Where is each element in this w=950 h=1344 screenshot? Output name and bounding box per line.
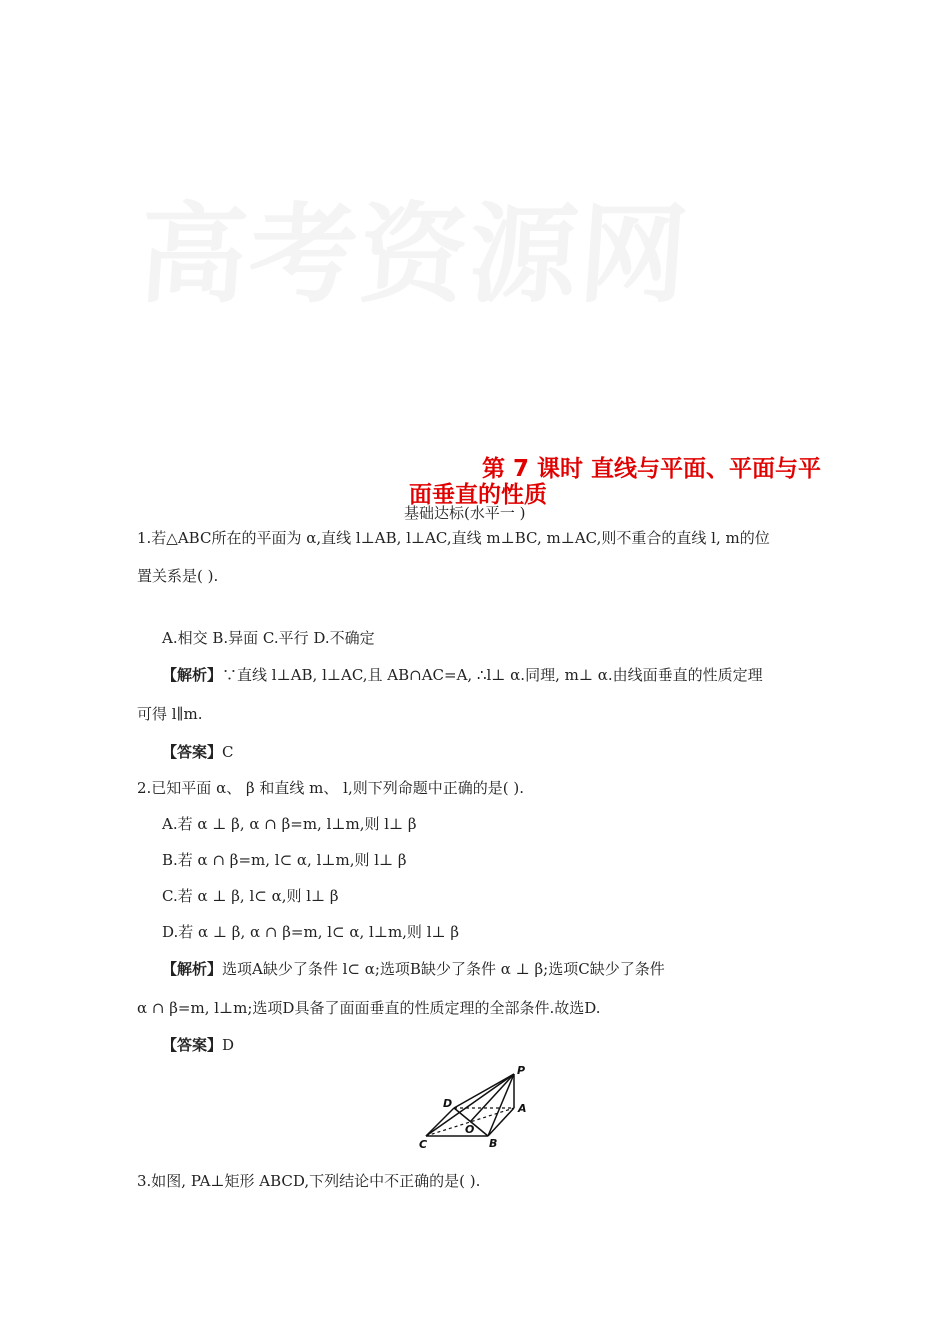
pyramid-figure [410, 1062, 540, 1152]
q1-analysis-text: ∵直线 l⊥AB, l⊥AC,且 AB∩AC=A, ∴l⊥ α.同理, m⊥ α.由线面垂直的性质定理 [222, 666, 763, 684]
watermark [135, 168, 696, 323]
q2-option-d: D.若 α ⊥ β, α ∩ β=m, l⊂ α, l⊥m,则 l⊥ β [162, 923, 460, 941]
q2-answer-label: 【答案】 [162, 1036, 223, 1054]
q1-answer-value: C [222, 743, 234, 761]
q1-options: A.相交 B.异面 C.平行 D.不确定 [162, 629, 375, 647]
q2-option-b: B.若 α ∩ β=m, l⊂ α, l⊥m,则 l⊥ β [162, 851, 407, 869]
q1-analysis-label: 【解析】 [162, 666, 223, 684]
q2-analysis [162, 959, 665, 979]
label-p: P [517, 1064, 526, 1077]
q2-answer [162, 1035, 234, 1055]
lesson-title-line2: 面垂直的性质 [409, 482, 547, 508]
q1-answer [162, 742, 234, 762]
q1-stem-line1: 1.若△ABC所在的平面为 α,直线 l⊥AB, l⊥AC,直线 m⊥BC, m⊥AC,则不重合的直线 l, m的位 [137, 529, 770, 547]
q2-option-c: C.若 α ⊥ β, l⊂ α,则 l⊥ β [162, 887, 339, 905]
q1-stem-line2: 置关系是( ). [137, 567, 219, 585]
q2-answer-value: D [222, 1036, 235, 1054]
q2-option-a: A.若 α ⊥ β, α ∩ β=m, l⊥m,则 l⊥ β [162, 815, 417, 833]
label-d: D [443, 1097, 453, 1110]
q2-stem: 2.已知平面 α、 β 和直线 m、 l,则下列命题中正确的是( ). [137, 779, 524, 797]
lesson-title-line1: 第 7 课时 直线与平面、平面与平 [482, 456, 822, 482]
label-b: B [489, 1137, 498, 1150]
label-a: A [518, 1102, 527, 1115]
label-c: C [419, 1138, 428, 1151]
q2-analysis-label: 【解析】 [162, 960, 223, 978]
q2-analysis-text: 选项A缺少了条件 l⊂ α;选项B缺少了条件 α ⊥ β;选项C缺少了条件 [222, 960, 665, 978]
q1-analysis-line2: 可得 l∥m. [137, 705, 203, 723]
q1-answer-label: 【答案】 [162, 743, 223, 761]
q2-analysis-line2: α ∩ β=m, l⊥m;选项D具备了面面垂直的性质定理的全部条件.故选D. [137, 999, 601, 1017]
q3-stem: 3.如图, PA⊥矩形 ABCD,下列结论中不正确的是( ). [137, 1172, 481, 1190]
label-o: O [465, 1123, 475, 1136]
q1-analysis [162, 665, 763, 685]
section-subtitle: 基础达标(水平一 ) [404, 504, 526, 522]
edge-pd [454, 1074, 514, 1108]
